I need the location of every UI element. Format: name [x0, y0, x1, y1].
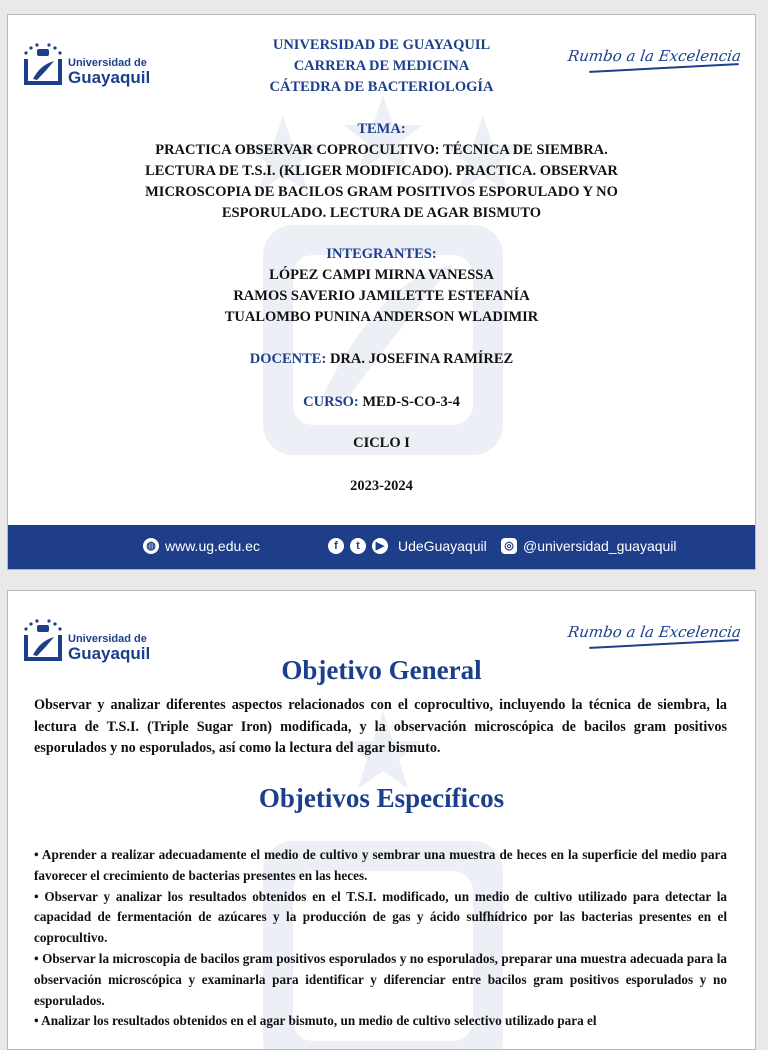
- tema-label: TEMA:: [357, 121, 406, 137]
- slogan: Rumbo a la Excelencia: [566, 47, 743, 65]
- list-item: • Observar y analizar los resultados obtenidos en el T.S.I. modificado, un medio de cultivo utilizado para detectar la capacidad de fermentación de azúcares y la producción de gas y ácido sulfhídrico por las bacterias presentes en el coprocultivo.: [34, 888, 727, 946]
- tema-line: MICROSCOPIA DE BACILOS GRAM POSITIVOS ESPORULADO Y NO: [145, 184, 618, 200]
- logo-text-line1: Universidad de: [68, 633, 147, 645]
- objetivo-general-text: Observar y analizar diferentes aspectos relacionados con el coprocultivo, incluyendo la técnica de siembra, la lectura de T.S.I. (Triple Sugar Iron) modificada, y la observación microscópica de bacilos gram positivos esporulados y no esporulados, así como la lectura del agar bismuto.: [34, 697, 727, 756]
- footer-social[interactable]: [328, 538, 487, 554]
- objetivos-list: [34, 845, 727, 1032]
- objetivos-especificos-title: Objetivos Específicos: [258, 783, 505, 813]
- academic-year: 2023-2024: [350, 478, 413, 494]
- header-line: UNIVERSIDAD DE GUAYAQUIL: [272, 37, 491, 53]
- twitter-icon: t: [350, 538, 366, 554]
- youtube-icon: ▶: [372, 538, 388, 554]
- curso-line: [8, 392, 755, 413]
- tema-line: PRACTICA OBSERVAR COPROCULTIVO: TÉCNICA DE SIEMBRA.: [155, 142, 608, 158]
- institution-header: [8, 35, 755, 98]
- instagram-handle: @universidad_guayaquil: [523, 538, 677, 554]
- curso-label: CURSO:: [303, 394, 359, 410]
- logo-text-line1: Universidad de: [68, 57, 147, 69]
- objetivo-general-title: Objetivo General: [281, 655, 482, 685]
- integrantes-label: INTEGRANTES:: [326, 246, 437, 262]
- curso-value: MED-S-CO-3-4: [362, 394, 460, 410]
- integrante-name: LÓPEZ CAMPI MIRNA VANESSA: [269, 267, 494, 283]
- tema-line: ESPORULADO. LECTURA DE AGAR BISMUTO: [221, 205, 542, 221]
- integrante-name: RAMOS SAVERIO JAMILETTE ESTEFANÍA: [233, 288, 530, 304]
- cover-page: [7, 14, 756, 570]
- objectives-page: [7, 590, 756, 1050]
- tema-section: [8, 119, 755, 224]
- header-line: CÁTEDRA DE BACTERIOLOGÍA: [269, 79, 494, 95]
- footer-instagram[interactable]: [501, 538, 677, 554]
- footer-bar: [8, 525, 755, 569]
- social-handle: UdeGuayaquil: [398, 538, 487, 554]
- docente-line: [8, 349, 755, 370]
- list-item: • Aprender a realizar adecuadamente el medio de cultivo y sembrar una muestra de heces en la superficie del medio para favorecer el crecimiento de bacterias presentes en las heces.: [34, 847, 727, 883]
- logo-text-line2: Guayaquil: [68, 68, 151, 87]
- tema-line: LECTURA DE T.S.I. (KLIGER MODIFICADO). PRACTICA. OBSERVAR: [145, 163, 618, 179]
- docente-label: DOCENTE:: [249, 351, 327, 367]
- footer-website[interactable]: [143, 538, 260, 554]
- list-item: • Observar la microscopia de bacilos gram positivos esporulados y no esporulados, preparar una muestra adecuada para la observación microscópica y examinarla para identificar y diferenciar entre bacilos gram positivos esporulados y no esporulados.: [34, 950, 727, 1008]
- list-item: • Analizar los resultados obtenidos en el agar bismuto, un medio de cultivo selectivo utilizado para el: [34, 1013, 597, 1029]
- header-line: CARRERA DE MEDICINA: [293, 58, 470, 74]
- integrantes-section: [8, 244, 755, 328]
- integrante-name: TUALOMBO PUNINA ANDERSON WLADIMIR: [224, 309, 539, 325]
- globe-icon: ◍: [143, 538, 159, 554]
- website-text: www.ug.edu.ec: [165, 538, 260, 554]
- logo-text-line2: Guayaquil: [68, 644, 151, 663]
- slogan: Rumbo a la Excelencia: [566, 623, 743, 641]
- ciclo: CICLO I: [353, 435, 410, 451]
- instagram-icon: ◎: [501, 538, 517, 554]
- facebook-icon: f: [328, 538, 344, 554]
- docente-name: DRA. JOSEFINA RAMÍREZ: [329, 351, 514, 367]
